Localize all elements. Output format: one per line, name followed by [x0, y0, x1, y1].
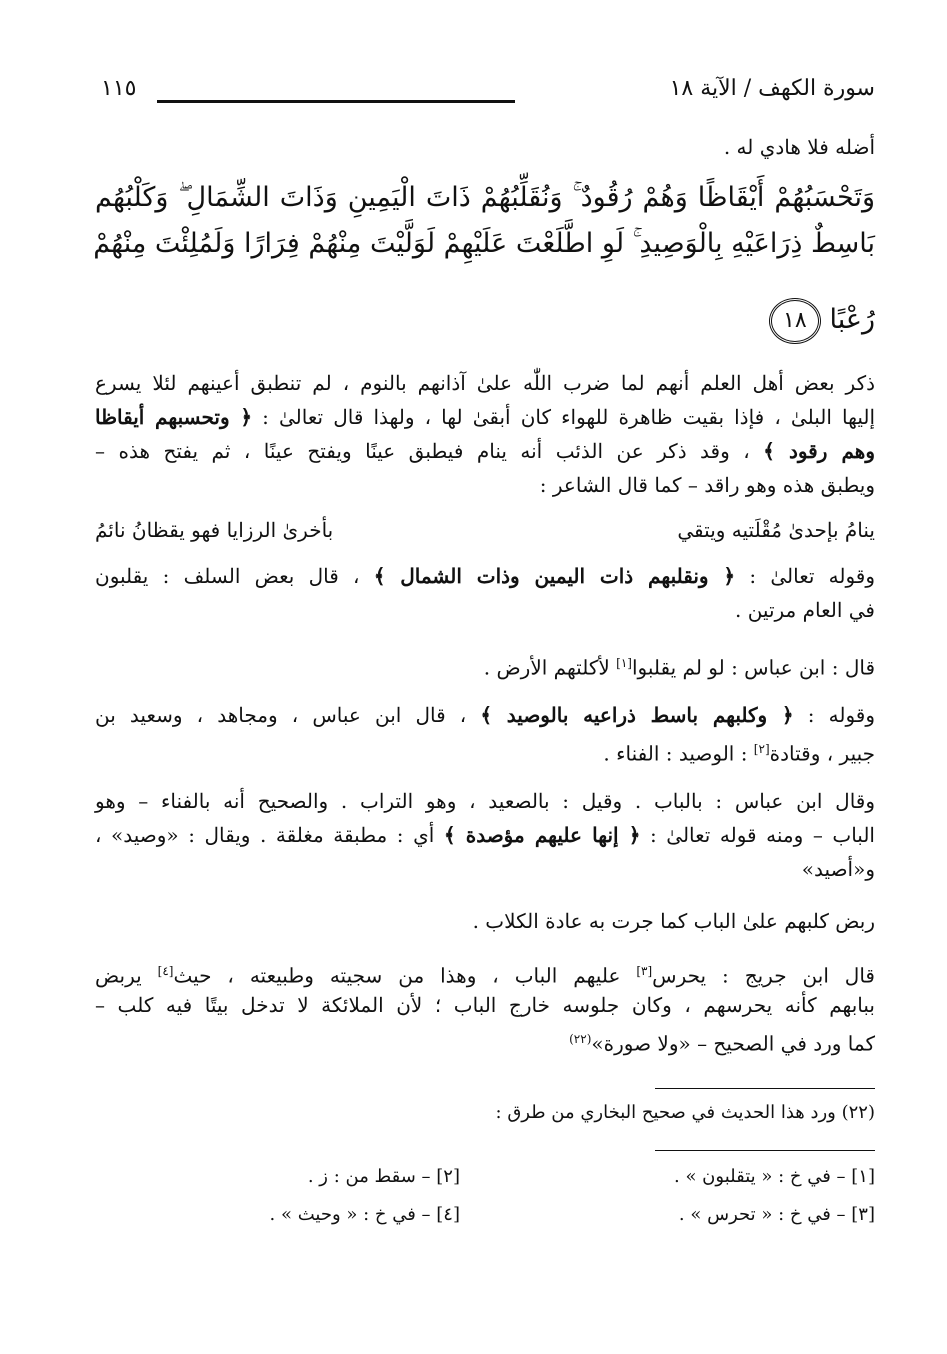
p2-line-1	[95, 561, 875, 591]
p7-line-3	[95, 1024, 875, 1059]
p4-line-1-quote: ﴿ وكلبهم باسط ذراعيه بالوصيد ﴾	[480, 703, 794, 727]
p7-line-1-rest: يربض	[95, 963, 158, 988]
p5-line-2-text: الباب – ومنه قوله تعالىٰ :	[640, 823, 875, 847]
variant-4: [٤] – في خ : « وحيث » .	[269, 1204, 460, 1225]
p3-line-1-text: قال : ابن عباس : لو لم يقلبوا	[631, 655, 875, 680]
p5-line-2	[95, 820, 875, 850]
p3-line-1-rest: لأكلتهم الأرض .	[483, 655, 617, 680]
p7-line-1-mid: عليهم الباب ، وهذا من سجيته وطبيعته ، حيث	[173, 963, 637, 988]
page	[95, 70, 875, 1310]
running-header	[95, 76, 875, 112]
header-rule	[157, 100, 515, 103]
p4-line-2-rest: : الوصيد : الفناء .	[603, 741, 754, 766]
p1-line-4: ويطبق هذه وهو راقد – كما قال الشاعر :	[539, 473, 875, 497]
p4-line-2	[95, 734, 875, 769]
page-number: ١١٥	[101, 76, 137, 101]
verse-line-1: وَتَحْسَبُهُمْ أَيْقَاظًا وَهُمْ رُقُودٌ ۚ وَنُقَلِّبُهُمْ ذَاتَ الْيَمِينِ وَذَاتَ الشِّمَالِ ۖ وَكَلْبُهُم	[95, 182, 875, 213]
p3-line-1	[95, 648, 875, 683]
variants-rule	[655, 1150, 875, 1151]
p1-line-3-quote: وهم رقود ﴾	[763, 439, 875, 463]
p2-line-1-text: وقوله تعالىٰ :	[735, 564, 876, 588]
p1-line-1: ذكر بعض أهل العلم أنهم لما ضرب اللّٰه علىٰ آذانهم بالنوم ، لم تنطبق أعينهم لئلا يسرع	[95, 371, 875, 395]
p5-line-2-quote: ﴿ إنها عليهم مؤصدة ﴾	[443, 823, 641, 847]
p7-line-3-text: كما ورد في الصحيح – «ولا صورة»	[591, 1031, 875, 1056]
p5-line-1: وقال ابن عباس : بالباب . وقيل : بالصعيد ، وهو التراب . والصحيح أنه بالفناء – وهو	[95, 789, 875, 813]
p7-line-1-text: قال ابن جريج : يحرس	[652, 963, 875, 988]
p1-line-2	[95, 402, 875, 432]
poem-verse	[95, 515, 875, 545]
p7-footnote-ref-3: [٣]	[636, 964, 653, 978]
p5-line-2-rest: أي : مطبقة مغلقة . ويقال : «وصيد» ،	[95, 823, 444, 847]
intro-line: أضله فلا هادي له .	[723, 135, 875, 159]
footnote-22: (٢٢) ورد هذا الحديث في صحيح البخاري من طرق :	[495, 1102, 875, 1123]
p4-line-1-text: وقوله :	[793, 703, 876, 727]
p4-line-1	[95, 700, 875, 730]
p5-line-3: و«أصيد»	[801, 857, 875, 881]
p1-line-3	[95, 436, 875, 466]
p3-footnote-ref: [١]	[616, 656, 632, 670]
p1-line-2-text: إليها البلىٰ ، فإذا بقيت ظاهرة للهواء كان أبقىٰ لها ، ولهذا قال تعالىٰ :	[252, 405, 875, 429]
p6-line-1: ربض كلبهم علىٰ الباب كما جرت به عادة الكلاب .	[472, 909, 875, 933]
verse-line-3-text: رُعْبًا	[829, 304, 875, 335]
variant-3: [٣] – في خ : « تحرس » .	[678, 1204, 875, 1225]
variant-2: [٢] – سقط من : ز .	[307, 1166, 460, 1187]
verse-line-3	[95, 296, 875, 344]
p2-line-1-rest: ، قال بعض السلف : يقلبون	[95, 564, 374, 588]
p2-line-1-quote: ﴿ ونقلبهم ذات اليمين وذات الشمال ﴾	[373, 564, 736, 588]
p7-line-1	[95, 956, 875, 991]
poem-hemistich-left: بأخرىٰ الرزايا فهو يقظانُ نائمُ	[95, 518, 334, 542]
p1-line-2-quote: ﴿ وتحسبهم أيقاظا	[95, 405, 253, 429]
variant-1: [١] – في خ : « يتقلبون » .	[674, 1166, 875, 1187]
footnote-rule	[655, 1088, 875, 1089]
p4-footnote-ref: [٢]	[753, 742, 770, 756]
poem-hemistich-right: ينامُ بإحدىٰ مُقْلَتيه ويتقي	[677, 518, 875, 542]
p4-line-1-rest: ، قال ابن عباس ، ومجاهد ، وسعيد بن	[95, 703, 481, 727]
p7-footnote-ref-4: [٤]	[157, 964, 174, 978]
verse-line-2: بَاسِطٌ ذِرَاعَيْهِ بِالْوَصِيدِ ۚ لَوِ اطَّلَعْتَ عَلَيْهِمْ لَوَلَّيْتَ مِنْهُمْ فِرَارًا وَلَمُلِئْتَ مِنْهُمْ	[93, 228, 875, 259]
p7-line-2: ببابهم كأنه يحرسهم ، وكان جلوسه خارج الباب ؛ لأن الملائكة لا تدخل بيتًا فيه كلب –	[95, 993, 875, 1017]
p4-line-2-text: جبير ، وقتادة	[769, 741, 875, 766]
p7-footnote-ref-22: (٢٢)	[569, 1032, 592, 1046]
ayah-number-marker: ١٨	[769, 298, 821, 344]
header-title: سورة الكهف / الآية ١٨	[669, 76, 875, 101]
p1-line-3-text: ، وقد ذكر عن الذئب أنه ينام فيطبق عينًا ويفتح عينًا ، ثم يفتح هذه –	[95, 439, 764, 463]
p2-line-2: في العام مرتين .	[734, 598, 875, 622]
